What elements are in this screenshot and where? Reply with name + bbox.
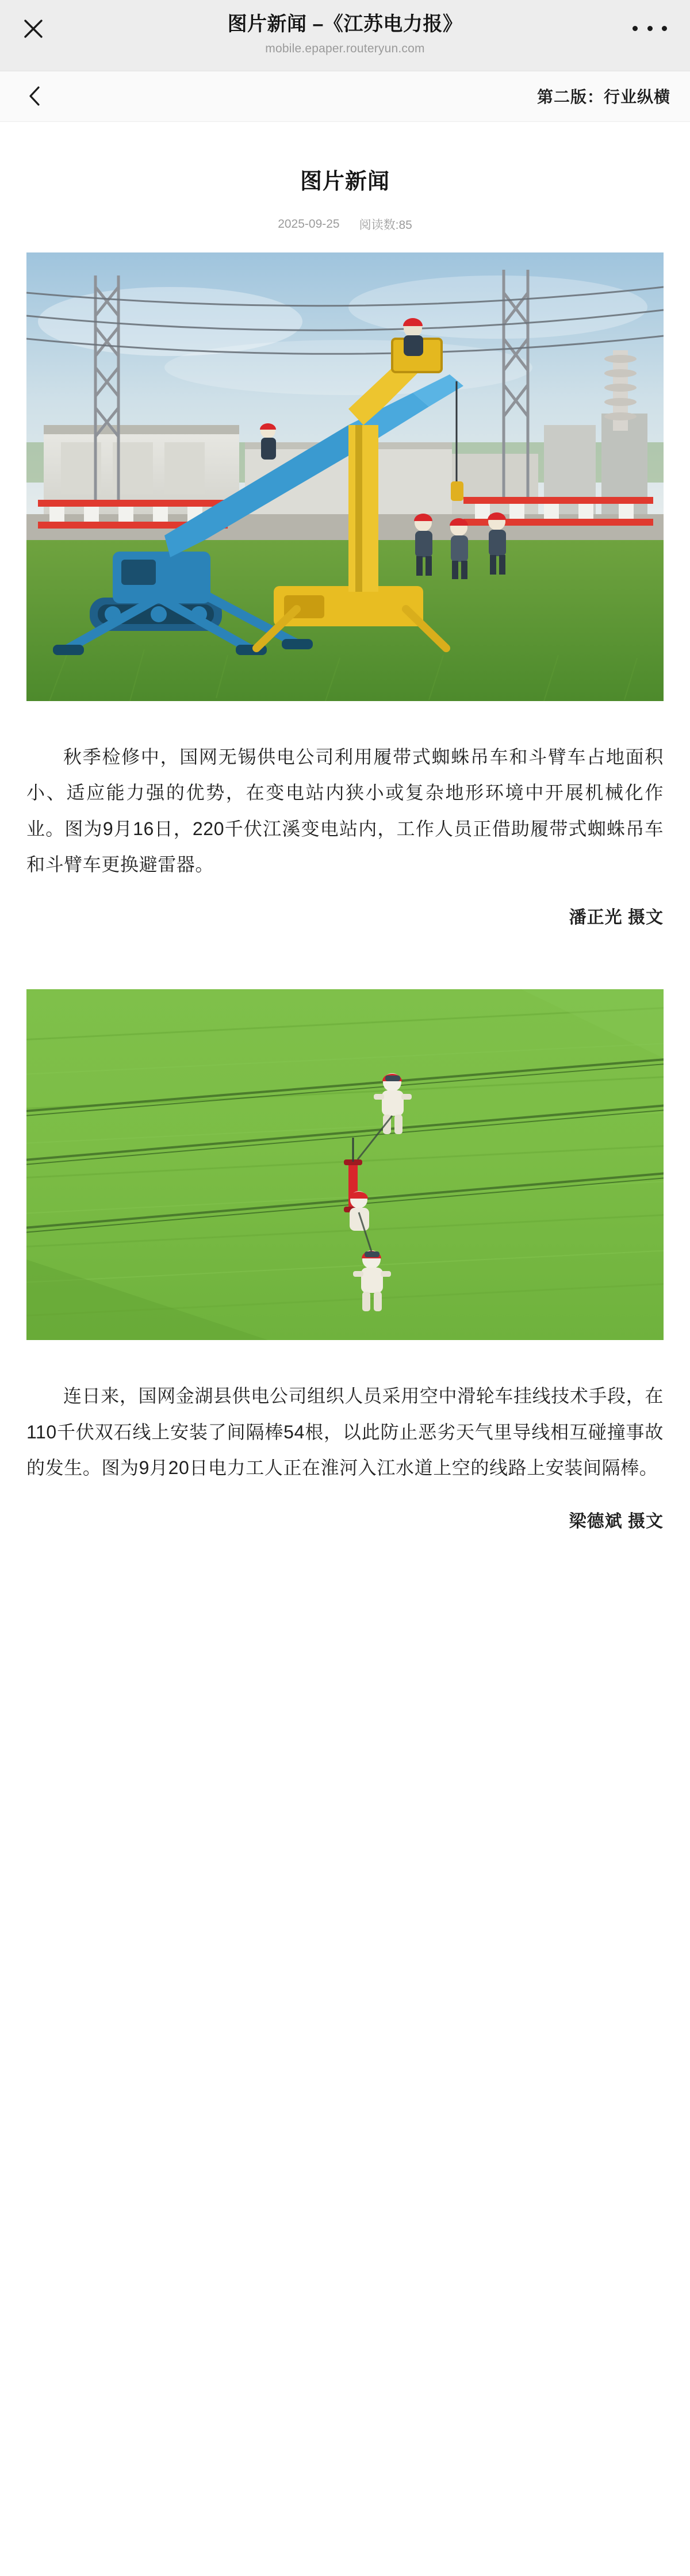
more-options-icon[interactable] (632, 20, 667, 37)
publish-date: 2025-09-25 (278, 217, 340, 231)
photo-2-image (26, 989, 664, 1340)
chevron-left-icon[interactable] (23, 85, 46, 108)
article-byline-2: 梁德斌 摄文 (569, 1511, 664, 1531)
worker-on-boom (260, 423, 276, 460)
article-title: 图片新闻 (300, 169, 390, 194)
article-container (0, 163, 690, 1574)
photo-aerial-pulley-line-work (26, 989, 664, 1340)
article-byline-1: 潘正光 摄文 (569, 908, 664, 928)
section-label: 第二版：行业纵横 (536, 88, 670, 106)
page-title: 图片新闻 –《江苏电力报》 (227, 13, 463, 35)
browser-chrome-header (0, 0, 690, 71)
photo-spider-crane-substation (26, 252, 664, 701)
address-bar-url: mobile.epaper.routeryun.com (265, 41, 425, 55)
section-nav-bar (0, 71, 690, 122)
article-body-2: 连日来，国网金湖县供电公司组织人员采用空中滑轮车挂线技术手段，在110千伏双石线上安装了间隔棒54根，以此防止恶劣天气里导线相互碰撞事故的发生。图为9月20日电力工人正在淮河入江水道上空的线路上安装间隔棒。 (26, 1385, 664, 1479)
photo-1-image (26, 252, 664, 701)
read-count: 阅读数:85 (359, 218, 412, 232)
close-icon[interactable] (21, 16, 46, 41)
article-meta (26, 216, 664, 233)
article-body-1: 秋季检修中，国网无锡供电公司利用履带式蜘蛛吊车和斗臂车占地面积小、适应能力强的优势，在变电站内狭小或复杂地形环境中开展机械化作业。图为9月16日，220千伏江溪变电站内，工作人员正借助履带式蜘蛛吊车和斗臂车更换避雷器。 (26, 746, 664, 875)
